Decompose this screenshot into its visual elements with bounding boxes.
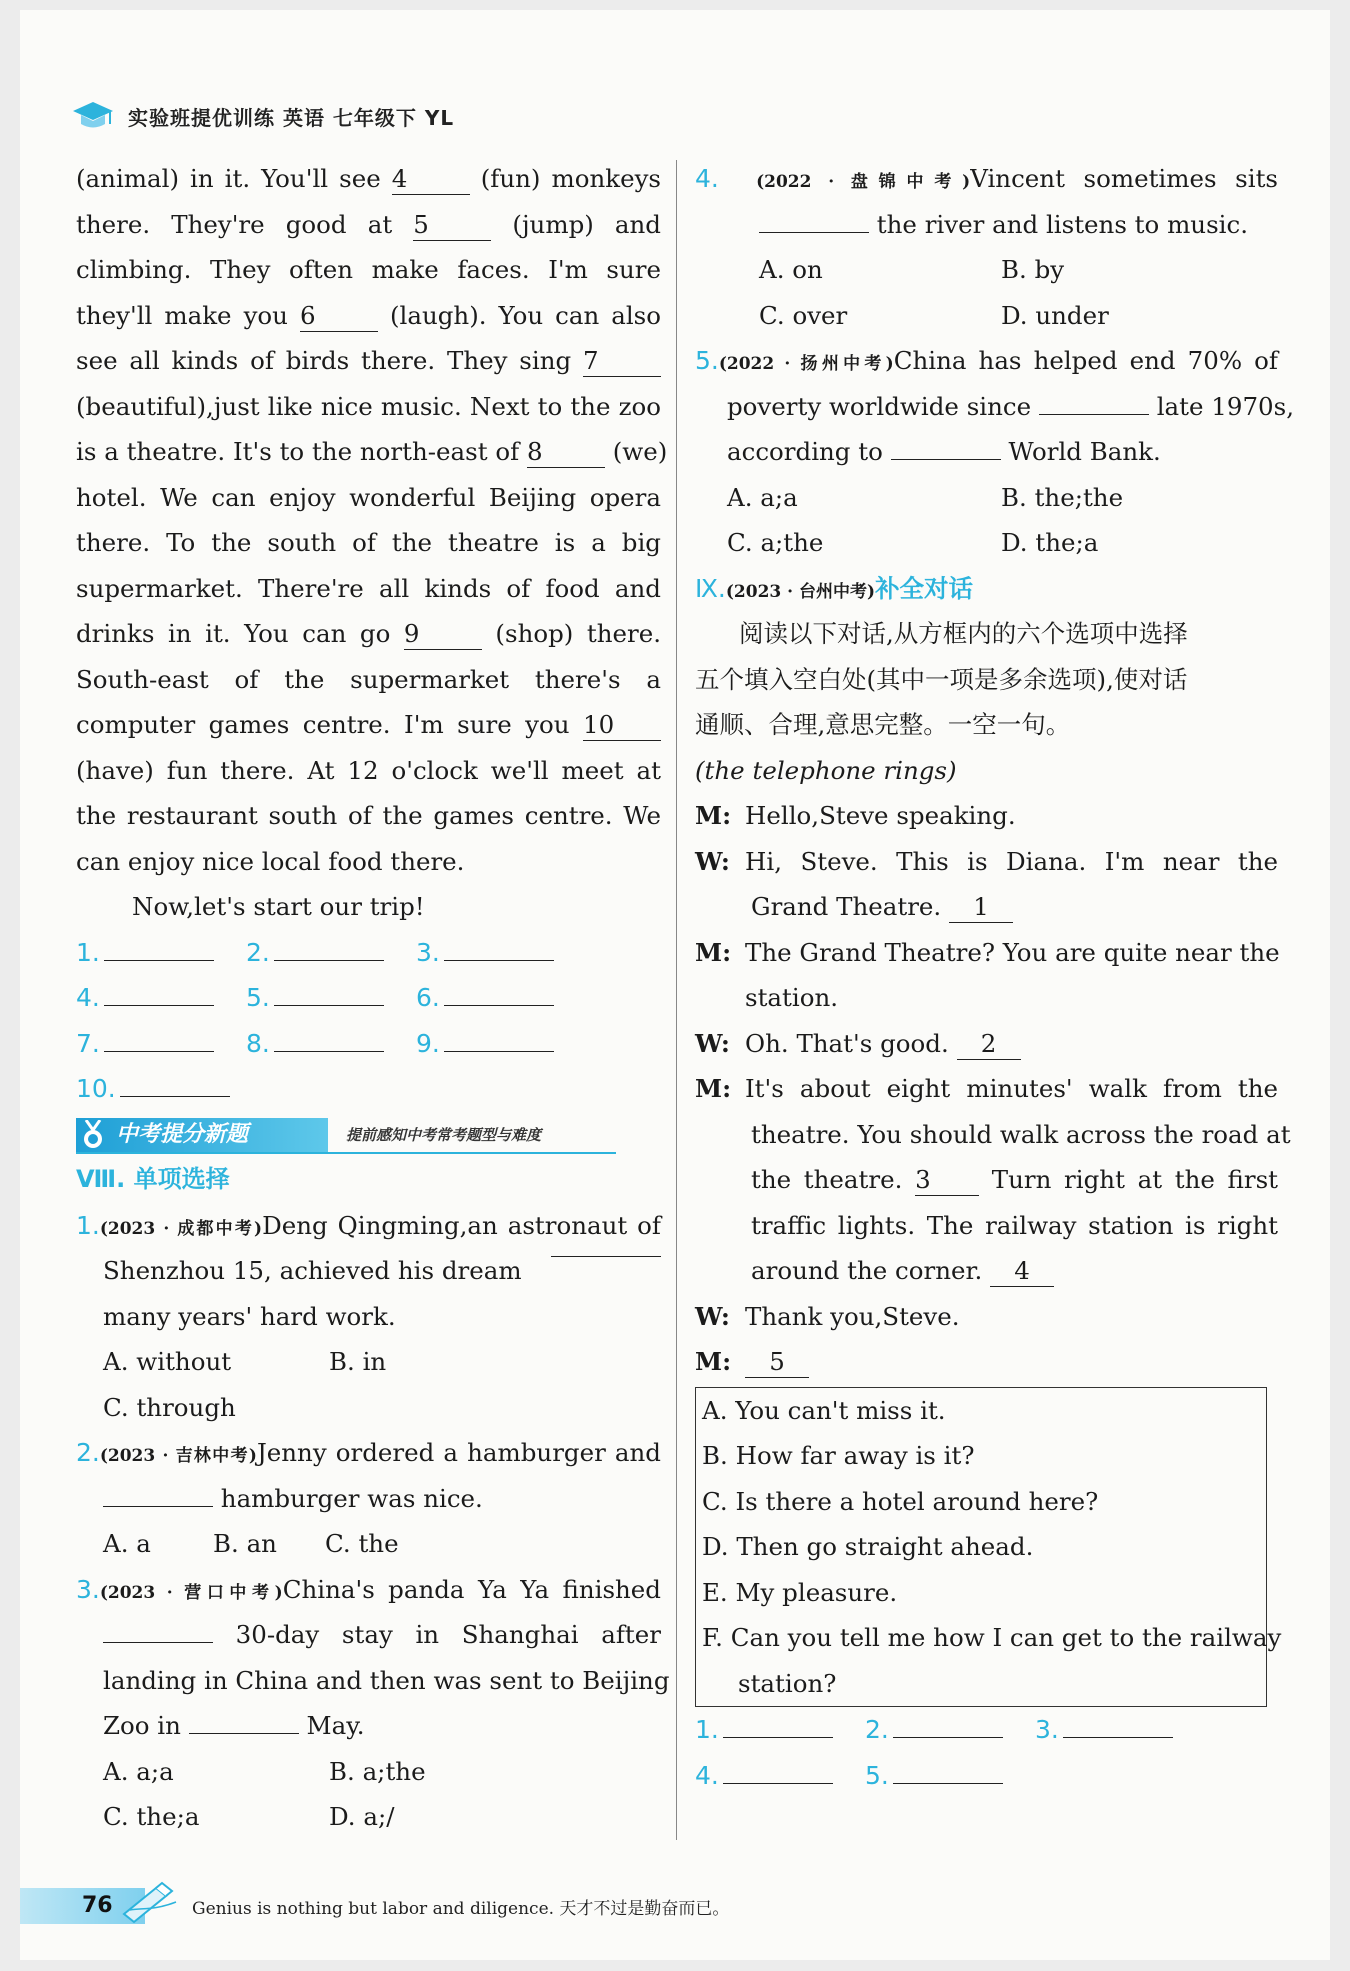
passage-text: the restaurant south of the games centre. We — [76, 801, 661, 830]
answer-blank[interactable] — [104, 1005, 214, 1006]
answer-item — [76, 975, 246, 1021]
option-c[interactable]: C. the — [325, 1529, 399, 1558]
answer-item — [695, 1753, 865, 1799]
passage-line — [76, 429, 668, 475]
answer-blank[interactable]: 6 — [300, 301, 378, 332]
answer-row — [695, 1707, 1278, 1753]
question-5-options — [695, 475, 1278, 521]
answer-blank[interactable] — [274, 1051, 384, 1052]
question-3-line: Zoo in May. — [103, 1711, 365, 1740]
passage-text: drinks in it. You can go — [76, 619, 404, 648]
passage-text: there. They're good at — [76, 209, 414, 239]
answer-blank[interactable]: 9 — [404, 619, 482, 650]
dialogue-line: station. — [745, 983, 839, 1012]
answer-blank[interactable]: 3 — [915, 1165, 979, 1196]
passage-line — [76, 520, 661, 566]
passage-line — [76, 657, 661, 703]
answer-blank[interactable] — [274, 1005, 384, 1006]
dialogue-line: W: Hi, Steve. This is Diana. I'm near the — [695, 846, 1278, 876]
scene-note: (the telephone rings) — [695, 755, 957, 785]
answer-blank[interactable]: 7 — [583, 346, 661, 377]
option-item[interactable]: B. How far away is it? — [702, 1441, 975, 1470]
page-header — [72, 100, 454, 132]
question-4-line: the river and listens to music. — [695, 202, 1278, 248]
passage-text: supermarket. There're all kinds of food and — [76, 573, 661, 603]
answer-number: 4. — [76, 983, 100, 1012]
option-d[interactable]: D. under — [1001, 300, 1109, 330]
question-2-options — [76, 1521, 661, 1567]
answer-number: 10. — [76, 1074, 116, 1103]
banner-subtitle: 提前感知中考常考题型与难度 — [346, 1125, 542, 1144]
answer-number: 6. — [416, 983, 440, 1012]
option-a[interactable]: A. a;a — [727, 482, 798, 512]
answer-item — [865, 1753, 1035, 1799]
option-a[interactable]: A. a — [103, 1529, 151, 1558]
question-2-line: 2.(2023 · 吉林中考)Jenny ordered a hamburger and — [76, 1438, 661, 1467]
answer-blank[interactable] — [1063, 1737, 1173, 1738]
answer-blank[interactable] — [104, 960, 214, 961]
option-c[interactable]: C. the;a — [103, 1802, 200, 1831]
passage-line — [76, 793, 661, 839]
footer-motto: Genius is nothing but labor and diligence. 天才不过是勤奋而已。 — [192, 1899, 730, 1919]
options-box — [695, 1387, 1282, 1708]
option-b[interactable]: B. a;the — [329, 1756, 426, 1786]
option-item[interactable]: D. Then go straight ahead. — [702, 1532, 1034, 1561]
answer-row — [695, 1753, 1278, 1799]
option-b[interactable]: B. an — [213, 1529, 277, 1558]
answer-blank[interactable] — [103, 1506, 213, 1507]
answer-blank[interactable]: 1 — [949, 892, 1013, 923]
answer-number: 4. — [695, 1760, 719, 1790]
answer-number: 3. — [416, 937, 440, 967]
answer-item — [246, 975, 416, 1021]
answer-blank[interactable] — [274, 960, 384, 961]
answer-blank[interactable] — [891, 459, 1001, 460]
passage-line — [76, 611, 661, 657]
answer-blank[interactable] — [893, 1737, 1003, 1738]
answer-blank[interactable]: 5 — [745, 1347, 809, 1378]
header-title: 实验班提优训练 英语 七年级下 YL — [128, 105, 455, 130]
passage-text: is a theatre. It's to the north-east of — [76, 437, 527, 466]
passage-line — [76, 384, 661, 430]
option-c[interactable]: C. a;the — [727, 528, 824, 557]
pencil-sketch-icon — [116, 1880, 186, 1924]
answer-grid — [695, 1707, 1278, 1798]
passage-text: (we) — [604, 437, 668, 466]
answer-number: 7. — [76, 1028, 100, 1058]
question-5-line: 5.(2022 · 扬州中考)China has helped end 70% of — [695, 346, 1278, 375]
dialogue-line: W: Thank you,Steve. — [695, 1301, 960, 1331]
answer-number: 2. — [865, 1715, 889, 1744]
answer-blank[interactable] — [723, 1783, 833, 1784]
answer-item — [416, 975, 586, 1021]
passage-line — [76, 702, 661, 748]
section-heading: Ⅷ. 单项选择 — [76, 1165, 230, 1193]
dialogue-line: theatre. You should walk across the road at — [751, 1119, 1291, 1149]
option-f-continued: station? — [738, 1668, 837, 1698]
question-4-line: 4. (2022 · 盘锦中考)Vincent sometimes sits — [695, 164, 1278, 193]
answer-item — [695, 1707, 865, 1753]
page-footer — [20, 1880, 1330, 1940]
answer-item — [416, 930, 586, 976]
question-1-options — [76, 1339, 661, 1385]
passage-text: they'll make you — [76, 300, 300, 330]
answer-blank[interactable] — [103, 1642, 213, 1643]
passage-text: hotel. We can enjoy wonderful Beijing opera — [76, 482, 661, 512]
answer-blank[interactable] — [444, 1051, 554, 1052]
answer-blank[interactable] — [723, 1737, 833, 1738]
right-column — [695, 156, 1294, 1798]
answer-blank[interactable] — [759, 232, 869, 233]
option-item[interactable]: F. Can you tell me how I can get to the railway — [702, 1623, 1282, 1652]
answer-blank[interactable]: 10 — [583, 710, 661, 741]
dialogue-line: traffic lights. The railway station is right — [751, 1210, 1278, 1240]
passage-text: (laugh). You can also — [377, 300, 662, 330]
option-a[interactable]: A. on — [759, 255, 823, 284]
answer-number: 3. — [1035, 1715, 1059, 1744]
dialogue-line: W: Oh. That's good. 2 — [695, 1021, 1278, 1067]
passage-text: climbing. They often make faces. I'm sure — [76, 255, 661, 284]
answer-blank[interactable]: 4 — [392, 164, 470, 195]
option-d[interactable]: D. a;/ — [329, 1802, 395, 1831]
question-3-line: landing in China and then was sent to Beijing — [103, 1665, 670, 1695]
option-c[interactable]: C. over — [759, 300, 848, 330]
answer-blank[interactable]: 2 — [957, 1029, 1021, 1060]
answer-blank[interactable] — [120, 1096, 230, 1097]
answer-number: 1. — [76, 937, 100, 967]
answer-item — [246, 930, 416, 976]
option-item[interactable]: E. My pleasure. — [702, 1577, 898, 1607]
passage-text: (have) fun there. At 12 o'clock we'll meet at — [76, 755, 661, 785]
banner-title-text: 中考提分新题 — [116, 1121, 249, 1147]
dialogue-line: M: The Grand Theatre? You are quite near the — [695, 937, 1280, 967]
dialogue-line: M: Hello,Steve speaking. — [695, 801, 1016, 830]
graduation-cap-icon — [72, 100, 114, 132]
question-3-options — [76, 1749, 661, 1795]
question-1-line: Shenzhou 15, achieved his dream — [76, 1248, 661, 1294]
medal-icon — [80, 1120, 106, 1150]
question-5-line: poverty worldwide since late 1970s, — [727, 391, 1294, 421]
passage-text: there. To the south of the theatre is a big — [76, 528, 661, 557]
option-b[interactable]: B. by — [1001, 255, 1065, 284]
instruction: 五个填入空白处(其中一项是多余选项),使对话 — [695, 664, 1188, 694]
answer-number: 1. — [695, 1715, 719, 1744]
answer-number: 2. — [246, 937, 270, 967]
answer-row — [76, 1066, 661, 1112]
question-2-line: hamburger was nice. — [76, 1476, 661, 1522]
passage-text: (animal) in it. You'll see — [76, 164, 392, 193]
question-5-options — [695, 520, 1278, 566]
answer-grid — [76, 930, 661, 1112]
answer-row — [76, 1021, 661, 1067]
answer-blank[interactable] — [189, 1733, 299, 1734]
option-a[interactable]: A. without — [103, 1347, 232, 1376]
passage-line — [76, 247, 661, 293]
answer-blank[interactable]: 4 — [990, 1256, 1054, 1287]
answer-number: 5. — [246, 983, 270, 1012]
option-item[interactable]: C. Is there a hotel around here? — [702, 1486, 1099, 1516]
question-4-options — [695, 293, 1278, 339]
answer-blank[interactable] — [444, 1005, 554, 1006]
question-3-line: 30-day stay in Shanghai after — [76, 1612, 661, 1658]
answer-blank[interactable]: 5 — [413, 210, 491, 241]
passage-text: computer games centre. I'm sure you — [76, 710, 583, 739]
question-4-options — [695, 247, 1278, 293]
passage-text: (fun) monkeys — [469, 164, 661, 193]
answer-row — [76, 975, 661, 1021]
answer-item — [865, 1707, 1035, 1753]
answer-item — [76, 930, 246, 976]
answer-blank[interactable] — [444, 960, 554, 961]
passage-line — [76, 338, 661, 384]
passage-line — [76, 156, 661, 202]
options-list — [702, 1388, 1282, 1661]
option-b[interactable]: B. in — [329, 1347, 387, 1376]
passage-text: South-east of the supermarket there's a — [76, 664, 661, 694]
question-3-options — [76, 1794, 661, 1840]
instruction: 通顺、合理,意思完整。一空一句。 — [695, 710, 1071, 739]
answer-item — [76, 1021, 246, 1067]
dialogue-line: M: It's about eight minutes' walk from the — [695, 1074, 1278, 1103]
option-d[interactable]: D. the;a — [1001, 528, 1099, 557]
answer-blank[interactable] — [1039, 414, 1149, 415]
question-5-line: according to World Bank. — [727, 437, 1161, 466]
question-3-line: 3.(2023 · 营口中考)China's panda Ya Ya finished — [76, 1574, 661, 1604]
answer-item — [76, 1066, 246, 1112]
passage-line — [76, 566, 661, 612]
answer-row — [76, 930, 661, 976]
answer-item — [1035, 1707, 1205, 1753]
answer-blank[interactable] — [893, 1783, 1003, 1784]
option-a[interactable]: A. a;a — [103, 1756, 174, 1786]
passage-line — [76, 475, 661, 521]
passage-closing: Now,let's start our trip! — [132, 892, 425, 921]
passage-text: see all kinds of birds there. They sing — [76, 346, 583, 375]
answer-number: 9. — [416, 1028, 440, 1058]
banner-frame — [76, 1118, 616, 1154]
dialogue-line: M: 5 — [695, 1339, 1278, 1385]
question-1-line: 1.(2023 · 成都中考)Deng Qingming,an astronaut of — [76, 1210, 661, 1240]
instruction: 阅读以下对话,从方框内的六个选项中选择 — [739, 619, 1188, 648]
answer-blank[interactable] — [104, 1051, 214, 1052]
dialogue-line: around the corner. 4 — [695, 1248, 1278, 1294]
question-1-options — [76, 1385, 661, 1431]
passage-line — [76, 293, 661, 339]
answer-item — [416, 1021, 586, 1067]
answer-item — [246, 1021, 416, 1067]
dialogue-line: Grand Theatre. 1 — [695, 884, 1278, 930]
passage-line — [76, 748, 661, 794]
passage-text: (shop) there. — [481, 619, 661, 648]
dialogue-line: the theatre. 3 Turn right at the first — [751, 1165, 1278, 1194]
left-column — [76, 156, 670, 1840]
passage-text: (jump) and — [491, 209, 661, 239]
section-9-heading: Ⅸ.(2023 · 台州中考)补全对话 — [695, 573, 974, 603]
column-divider — [676, 160, 677, 1840]
passage-line: can enjoy nice local food there. — [76, 846, 465, 876]
answer-blank[interactable]: 8 — [527, 437, 605, 468]
question-1-line: many years' hard work. — [103, 1301, 396, 1331]
page-number: 76 — [82, 1893, 113, 1918]
passage — [76, 156, 668, 839]
option-c[interactable]: C. through — [103, 1392, 236, 1422]
passage-line — [76, 202, 661, 248]
answer-number: 5. — [865, 1760, 889, 1790]
passage-text: (beautiful),just like nice music. Next to the zoo — [76, 391, 661, 421]
answer-blank[interactable] — [551, 1256, 661, 1257]
option-item[interactable]: A. You can't miss it. — [702, 1395, 946, 1425]
section-banner — [76, 1112, 661, 1158]
option-b[interactable]: B. the;the — [1001, 482, 1124, 512]
banner-title — [76, 1118, 328, 1152]
answer-number: 8. — [246, 1028, 270, 1058]
